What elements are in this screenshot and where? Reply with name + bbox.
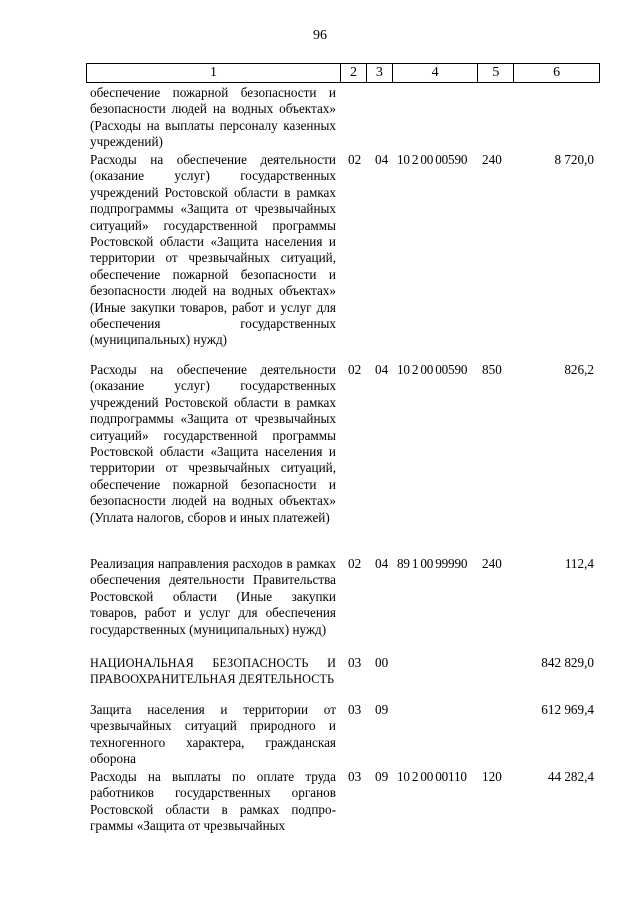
row-expense-type: 240 xyxy=(482,556,502,571)
column-header-3: 3 xyxy=(367,64,393,82)
row-subsection: 04 xyxy=(375,362,389,377)
row-description: НАЦИОНАЛЬНАЯ БЕЗОПАСНОСТЬ И ПРАВООХРАНИТЕЛЬНАЯ ДЕЯТЕЛЬНОСТЬ xyxy=(90,656,336,687)
row-amount: 8 720,0 xyxy=(554,152,594,167)
column-header-1: 1 xyxy=(87,64,341,82)
row-target-article: 10 2 00 00590 xyxy=(397,362,468,377)
row-amount: 112,4 xyxy=(564,556,594,571)
row-subsection: 09 xyxy=(375,702,389,717)
row-section: 03 xyxy=(348,655,362,670)
row-description: Расходы на обеспечение деятельности (оказание услуг) государственных учреждений Ростовской области в рамках подпрограммы «Защита от чрезвычайных ситуаций» государственной программы Ростовской области «Защита населения и территории от чрезвычайных ситуаций, обеспечение пожарной безопасности и безопасности людей на водных объектах» (Уплата налогов, сборов и иных платежей) xyxy=(90,362,336,525)
column-header-2: 2 xyxy=(341,64,367,82)
row-expense-type: 120 xyxy=(482,769,502,784)
row-amount: 826,2 xyxy=(564,362,594,377)
row-description: Расходы на обеспечение деятельности (оказание услуг) государственных учреждений Ростовской области в рамках подпрограммы «Защита от чрезвычайных ситуаций» государственной программы Ростовской области «Защита населения и территории от чрезвычайных ситуаций, обеспечение пожарной безопасности и безопасности людей на водных объектах» (Иные закупки товаров, работ и услуг для обеспечения государственных (муниципальных) нужд) xyxy=(90,152,336,348)
row-section: 02 xyxy=(348,362,362,377)
row-section: 03 xyxy=(348,769,362,784)
column-header-6: 6 xyxy=(553,65,561,80)
row-description: Расходы на выплаты по оплате труда работников государственных органов Ростовской области в рамках подпрограммы «Защита от чрезвычайных xyxy=(90,769,336,834)
row-amount: 612 969,4 xyxy=(541,702,594,717)
row-expense-type: 240 xyxy=(482,152,502,167)
row-subsection: 09 xyxy=(375,769,389,784)
row-section: 02 xyxy=(348,152,362,167)
row-description: Защита населения и территории от чрезвычайных ситуаций природного и техногенного характера, гражданская оборона xyxy=(90,702,336,767)
row-target-article: 89 1 00 99990 xyxy=(397,556,468,571)
row-subsection: 04 xyxy=(375,556,389,571)
row-description: обеспечение пожарной безопасности и безопасности людей на водных объектах» (Расходы на выплаты персоналу казенных учреждений) xyxy=(90,85,336,150)
row-amount: 44 282,4 xyxy=(547,769,594,784)
row-amount: 842 829,0 xyxy=(541,655,594,670)
table-header xyxy=(86,63,600,83)
row-target-article: 10 2 00 00590 xyxy=(397,152,468,167)
row-description: Реализация направления расходов в рамках обеспечения деятельности Правительства Ростовской области (Иные закупки товаров, работ и услуг для обеспечения государственных (муниципальных) нужд) xyxy=(90,556,336,637)
page-number: 96 xyxy=(313,28,327,43)
row-subsection: 00 xyxy=(375,655,389,670)
row-expense-type: 850 xyxy=(482,362,502,377)
column-header-4: 4 xyxy=(393,64,479,82)
row-subsection: 04 xyxy=(375,152,389,167)
row-section: 02 xyxy=(348,556,362,571)
row-section: 03 xyxy=(348,702,362,717)
row-target-article: 10 2 00 00110 xyxy=(397,769,467,784)
column-header-5: 5 xyxy=(478,64,514,82)
